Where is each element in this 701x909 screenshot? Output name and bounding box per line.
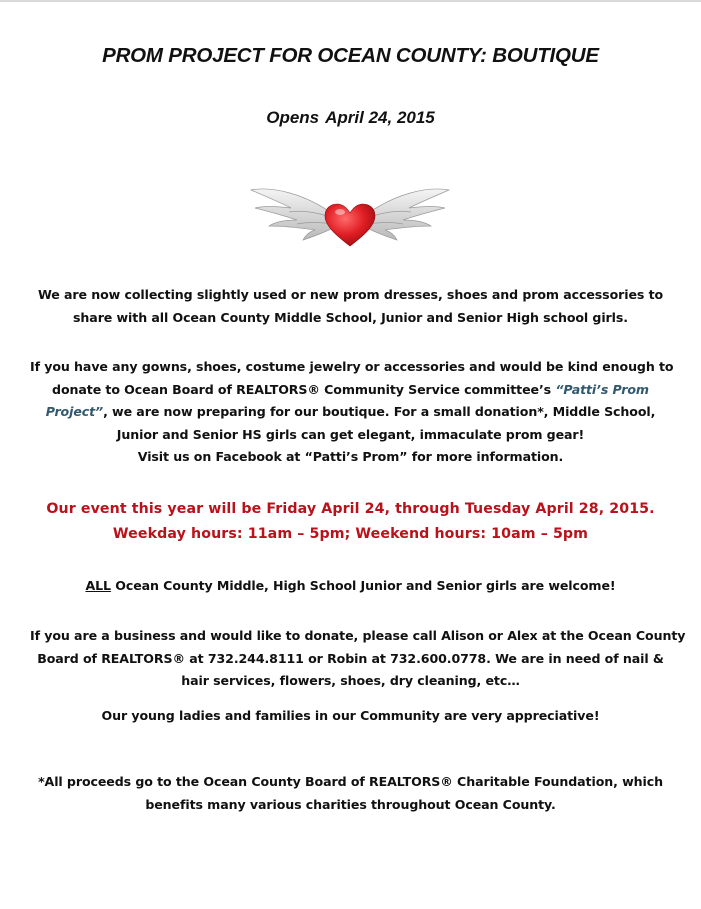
right-wing	[367, 189, 449, 240]
left-wing	[251, 189, 333, 240]
text-line: Our young ladies and families in our Community are very appreciative!	[101, 708, 600, 723]
event-hours: Weekday hours: 11am – 5pm; Weekend hours: 10am – 5pm	[112, 526, 589, 542]
appreciative-paragraph	[30, 705, 671, 728]
page-title: PROM PROJECT FOR OCEAN COUNTY: BOUTIQUE	[102, 44, 599, 67]
text-line: hair services, flowers, shoes, dry cleaning, etc…	[181, 673, 520, 688]
text-line: Board of REALTORS® at 732.244.8111 or Robin at 732.600.0778. We are in need of nail &	[37, 650, 664, 666]
winged-heart-icon	[245, 178, 455, 252]
text-line	[30, 575, 671, 598]
donate-paragraph	[30, 356, 674, 469]
text-line: If you are a business and would like to donate, please call Alison or Alex at the Ocean County	[30, 628, 686, 643]
text-line: If you have any gowns, shoes, costume jewelry or accessories and would be kind enough to	[30, 359, 674, 374]
text-line	[30, 401, 671, 424]
event-dates: Our event this year will be Friday April 24, through Tuesday April 28, 2015.	[46, 501, 655, 517]
opening-date	[0, 108, 701, 128]
collecting-paragraph	[30, 284, 671, 329]
text-line: share with all Ocean County Middle School, Junior and Senior High school girls.	[73, 309, 628, 325]
project-name: “Patti’s Prom	[555, 381, 649, 397]
text-line: We are now collecting slightly used or new prom dresses, shoes and prom accessories to	[37, 287, 664, 302]
event-dates-paragraph	[20, 497, 681, 547]
text-segment: Ocean County Middle, High School Junior and Senior girls are welcome!	[110, 578, 616, 593]
text-segment: , we are now preparing for our boutique. For a small donation*, Middle School,	[103, 404, 656, 419]
text-line	[30, 379, 671, 402]
proceeds-paragraph	[30, 771, 671, 816]
opens-date: April 24, 2015	[325, 108, 435, 127]
business-paragraph	[30, 625, 686, 693]
project-name: Project”	[45, 404, 104, 419]
text-line: benefits many various charities throughout Ocean County.	[145, 796, 556, 812]
opens-label: Opens	[266, 108, 320, 127]
welcome-paragraph	[30, 575, 671, 598]
text-segment: donate to Ocean Board of REALTORS® Community Service committee’s	[52, 381, 556, 397]
all-emphasis: ALL	[85, 578, 111, 593]
heart-shape	[325, 204, 375, 246]
text-line: Visit us on Facebook at “Patti’s Prom” for more information.	[137, 449, 564, 464]
text-line: Junior and Senior HS girls can get elegant, immaculate prom gear!	[116, 426, 585, 442]
text-line: *All proceeds go to the Ocean County Board of REALTORS® Charitable Foundation, which	[38, 774, 663, 789]
